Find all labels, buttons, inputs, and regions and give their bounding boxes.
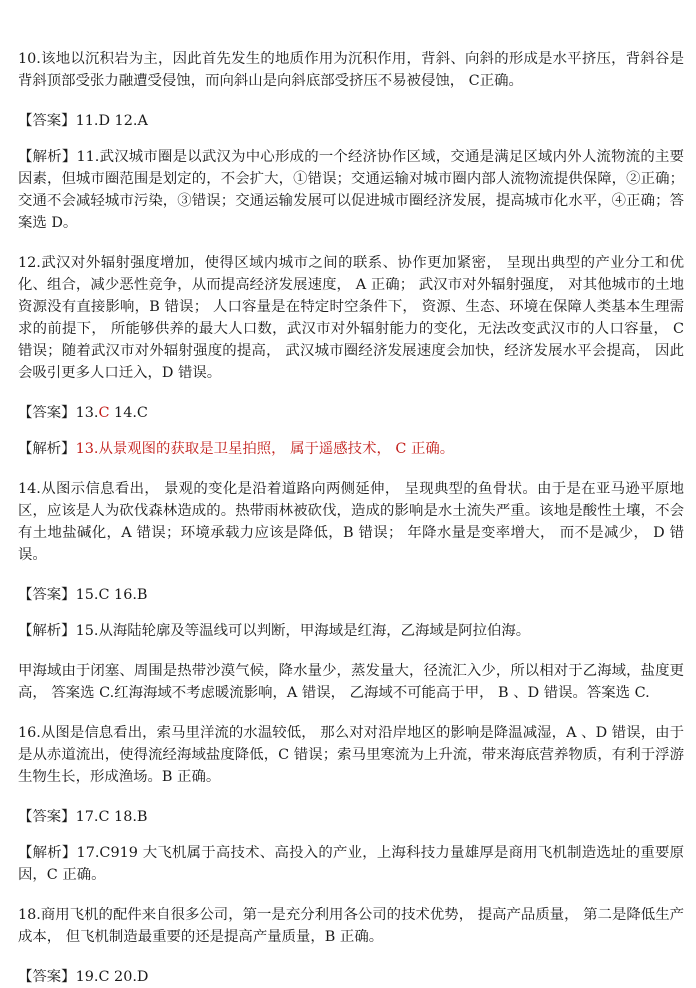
answer-13-highlight: C xyxy=(98,405,110,421)
answer-13-14-prefix: 【答案】13. xyxy=(18,405,99,421)
explanation-q13-highlight: 13.从景观图的获取是卫星拍照， 属于遥感技术， C 正确。 xyxy=(75,441,455,457)
paragraph-q10: 10.该地以沉积岩为主，因此首先发生的地质作用为沉积作用，背斜、向斜的形成是水平挤压，背斜谷是背斜顶部受张力融遭受侵蚀，而向斜山是向斜底部受挤压不易被侵蚀， C正确。 xyxy=(18,51,684,89)
answer-13-14-suffix: 14.C xyxy=(109,405,148,421)
answer-19-20: 【答案】19.C 20.D xyxy=(18,969,149,985)
explanation-q13 xyxy=(18,438,684,460)
paragraph-q14: 14.从图示信息看出， 景观的变化是沿着道路向两侧延伸， 呈现典型的鱼骨状。由于是在亚马逊平原地区，应该是人为砍伐森林造成的。热带雨林被砍伐，造成的影响是水土流失严重。该地是酸性土壤，不会有土地盐碱化，A 错误；环境承载力应该是降低，B 错误； 年降水量是变率增大， 而不是减少， D 错误。 xyxy=(18,481,684,563)
answer-15-16: 【答案】15.C 16.B xyxy=(18,587,148,603)
answer-17-18: 【答案】17.C 18.B xyxy=(18,809,148,825)
paragraph-q12: 12.武汉对外辐射强度增加，使得区域内城市之间的联系、协作更加紧密， 呈现出典型的产业分工和优化、组合，减少恶性竞争，从而提高经济发展速度， A 正确； 武汉市对外辐射强度， 对其他城市的土地资源没有直接影响，B 错误； 人口容量是在特定时空条件下， 资源、生态、环境在保障人类基本生理需求的前提下， 所能够供养的最大人口数，武汉市对外辐射能力的变化，无法改变武汉市的人口容量， C 错误；随着武汉市对外辐射强度的提高， 武汉城市圈经济发展速度会加快，经济发展水平会提高， 因此会吸引更多人口迁入，D 错误。 xyxy=(18,255,684,381)
paragraph-q18: 18.商用飞机的配件来自很多公司，第一是充分利用各公司的技术优势， 提高产品质量， 第二是降低生产成本， 但飞机制造最重要的还是提高产量质量，B 正确。 xyxy=(18,907,684,945)
explanation-q15: 【解析】15.从海陆轮廓及等温线可以判断，甲海域是红海，乙海域是阿拉伯海。 xyxy=(18,623,531,639)
answer-13-14 xyxy=(18,402,684,424)
explanation-q13-prefix: 【解析】 xyxy=(18,441,76,457)
document-page xyxy=(18,48,684,988)
explanation-q17: 【解析】17.C919 大飞机属于高技术、高投入的产业，上海科技力量雄厚是商用飞机制造选址的重要原因，C 正确。 xyxy=(18,845,684,883)
paragraph-q15-detail: 甲海域由于闭塞、周围是热带沙漠气候，降水量少，蒸发量大，径流汇入少，所以相对于乙海域，盐度更高， 答案选 C.红海海域不考虑暖流影响，A 错误， 乙海域不可能高于甲， B 、D 错误。答案选 C. xyxy=(18,663,684,701)
explanation-q11: 【解析】11.武汉城市圈是以武汉为中心形成的一个经济协作区域，交通是满足区域内外人流物流的主要因素，但城市圈范围是划定的，不会扩大，①错误；交通运输对城市圈内部人流物流提供保障，②正确；交通不会减轻城市污染，③错误；交通运输发展可以促进城市圈经济发展，提高城市化水平，④正确；答案选 D。 xyxy=(18,149,684,231)
answer-11-12: 【答案】11.D 12.A xyxy=(18,113,148,129)
paragraph-q16: 16.从图是信息看出，索马里洋流的水温较低， 那么对对沿岸地区的影响是降温减湿，A 、D 错误，由于是从赤道流出，使得流经海域盐度降低，C 错误；索马里寒流为上升流，带来海底营养物质，有利于浮游生物生长，形成渔场。B 正确。 xyxy=(18,725,684,785)
